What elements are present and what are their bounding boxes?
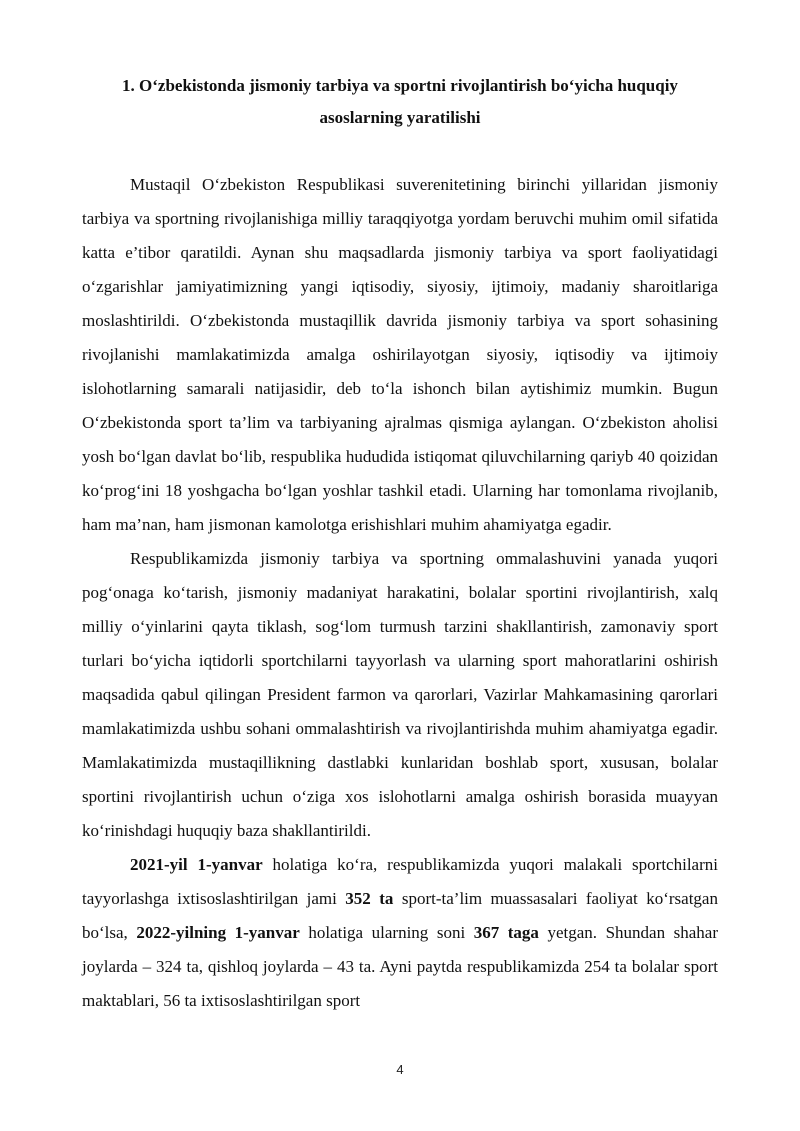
paragraph-3-text-3: holatiga ularning soni — [299, 923, 474, 942]
paragraph-3-text-2: sport-ta’lim muassasalari faoliyat ko‘rsatgan bo‘lsa, — [82, 889, 718, 942]
paragraph-3 — [82, 848, 718, 1018]
paragraph-1: Mustaqil O‘zbekiston Respublikasi suverenitetining birinchi yillaridan jismoniy tarbiya va sportning rivojlanishiga milliy taraqqiyotga yordam beruvchi muhim omil sifatida katta e’tibor qaratildi. Aynan shu maqsadlarda jismoniy tarbiya va sport faoliyatidagi o‘zgarishlar jamiyatimizning yangi iqtisodiy, siyosiy, ijtimoiy, madaniy sharoitlariga moslashtirildi. O‘zbekistonda mustaqillik davrida jismoniy tarbiya va sport sohasining rivojlanishi mamlakatimizda amalga oshirilayotgan siyosiy, iqtisodiy va ijtimoiy islohotlarning samarali natijasidir, deb to‘la ishonch bilan aytishimiz mumkin. Bugun O‘zbekistonda sport ta’lim va tarbiyaning ajralmas qismiga aylangan. O‘zbekiston aholisi yosh bo‘lgan davlat bo‘lib, respublika hududida istiqomat qiluvchilarning qariyb 40 qoizidan ko‘prog‘ini 18 yoshgacha bo‘lgan yoshlar tashkil etadi. Ularning har tomonlama rivojlanib, ham ma’nan, ham jismonan kamolotga erishishlari muhim ahamiyatga egadir. — [82, 175, 718, 534]
bold-count-352: 352 ta — [345, 889, 394, 908]
page-number: 4 — [396, 1062, 404, 1077]
paragraph-3-text-1: holatiga ko‘ra, respublikamizda yuqori malakali sportchilarni tayyorlashga ixtisoslashtirilgan jami — [82, 855, 718, 908]
paragraph-2: Respublikamizda jismoniy tarbiya va sportning ommalashuvini yanada yuqori pog‘onaga ko‘tarish, jismoniy madaniyat harakatini, bolalar sportini rivojlantirish, xalq milliy o‘yinlarini qayta tiklash, sog‘lom turmush tarzini shakllantirish, zamonaviy sport turlari bo‘yicha iqtidorli sportchilarni tayyorlash va ularning sport mahoratlarini oshirish maqsadida qabul qilingan President farmon va qarorlari, Vazirlar Mahkamasining qarorlari mamlakatimizda ushbu sohani ommalashtirish va rivojlantirishda muhim ahamiyatga egadir. Mamlakatimizda mustaqillikning dastlabki kunlaridan boshlab sport, xususan, bolalar sportini rivojlantirish uchun o‘ziga xos islohotlarni amalga oshirish borasida muayyan ko‘rinishdagi huquqiy baza shakllantirildi. — [82, 549, 718, 840]
section-title: 1. O‘zbekistonda jismoniy tarbiya va sportni rivojlantirish bo‘yicha huquqiy asoslarning yaratilishi — [122, 76, 678, 127]
body-text — [82, 168, 718, 1018]
bold-date-2022: 2022-yilning 1-yanvar — [136, 923, 300, 942]
bold-count-367: 367 taga — [473, 923, 539, 942]
paragraph-3-text-4: yetgan. Shundan shahar joylarda – 324 ta, qishloq joylarda – 43 ta. Ayni paytda respublikamizda 254 ta bolalar sport maktablari, 56 ta ixtisoslashtirilgan sport — [82, 923, 718, 1010]
bold-date-2021: 2021-yil 1-yanvar — [130, 855, 263, 874]
